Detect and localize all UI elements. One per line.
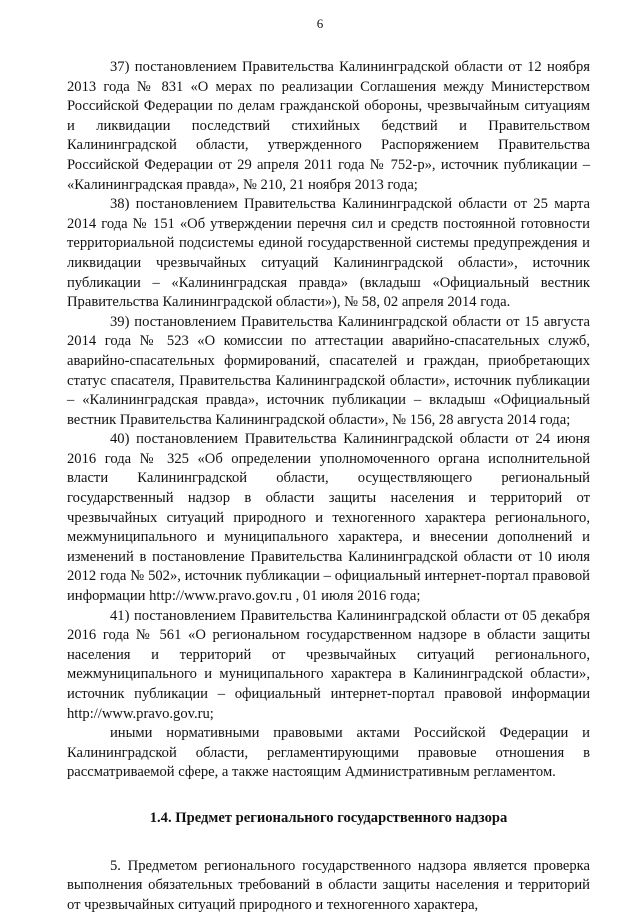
section-heading: 1.4. Предмет регионального государственного надзора bbox=[149, 809, 508, 826]
page-number: 6 bbox=[316, 16, 324, 31]
list-item-41: 41) постановлением Правительства Калининградской области от 05 декабря 2016 года № 561 «О региональном государственном надзоре в области защиты населения и территорий от чрезвычайных ситуаций регионального, межмуниципального и муниципального характера в Калининградской области», источник публикации – официальный интернет-портал правовой информации http://www.pravo.gov.ru; bbox=[67, 607, 590, 722]
list-item-40: 40) постановлением Правительства Калининградской области от 24 июня 2016 года № 325 «Об определении уполномоченного органа исполнительной власти Калининградской области, осуществляющего региональный государственный надзор в области защиты населения и территорий от чрезвычайных ситуаций природного и техногенного характера регионального, межмуниципального и муниципального характера, и внесении дополнений и изменений в постановление Правительства Калининградской области от 10 июля 2012 года № 502», источник публикации – официальный интернет-портал правовой информации http://www.pravo.gov.ru , 01 июля 2016 года; bbox=[67, 431, 590, 605]
list-item-38: 38) постановлением Правительства Калининградской области от 25 марта 2014 года № 151 «Об утверждении перечня сил и средств постоянной готовности территориальной подсистемы единой государственной системы предупреждения и ликвидации чрезвычайных ситуаций Калининградской области», источник публикации – «Калининградская правда» (вкладыш «Официальный вестник Правительства Калининградской области»), № 58, 02 апреля 2014 года. bbox=[67, 196, 590, 311]
list-item-other-acts: иными нормативными правовыми актами Российской Федерации и Калининградской области, регламентирующими правовые отношения в рассматриваемой сфере, а также настоящим Административным регламентом. bbox=[67, 725, 590, 781]
list-item-37: 37) постановлением Правительства Калининградской области от 12 ноября 2013 года № 831 «О мерах по реализации Соглашения между Министерством Российской Федерации по делам гражданской обороны, чрезвычайным ситуациям и ликвидации последствий стихийных бедствий и Правительством Калининградской области, утвержденного Распоряжением Правительства Российской Федерации от 29 апреля 2011 года № 752-р», источник публикации – «Калининградская правда», № 210, 21 ноября 2013 года; bbox=[67, 59, 590, 193]
list-item-39: 39) постановлением Правительства Калининградской области от 15 августа 2014 года № 523 «О комиссии по аттестации аварийно-спасательных служб, аварийно-спасательных формирований, спасателей и граждан, приобретающих статус спасателя, Правительства Калининградской области», источник публикации – «Калининградская правда», источник публикации – вкладыш «Официальный вестник Правительства Калининградской области», № 156, 28 августа 2014 года; bbox=[67, 313, 590, 428]
section-paragraph: 5. Предметом регионального государственного надзора является проверка выполнения обязательных требований в области защиты населения и территорий от чрезвычайных ситуаций природного и техногенного характера, bbox=[67, 857, 590, 913]
document-body bbox=[67, 58, 590, 915]
